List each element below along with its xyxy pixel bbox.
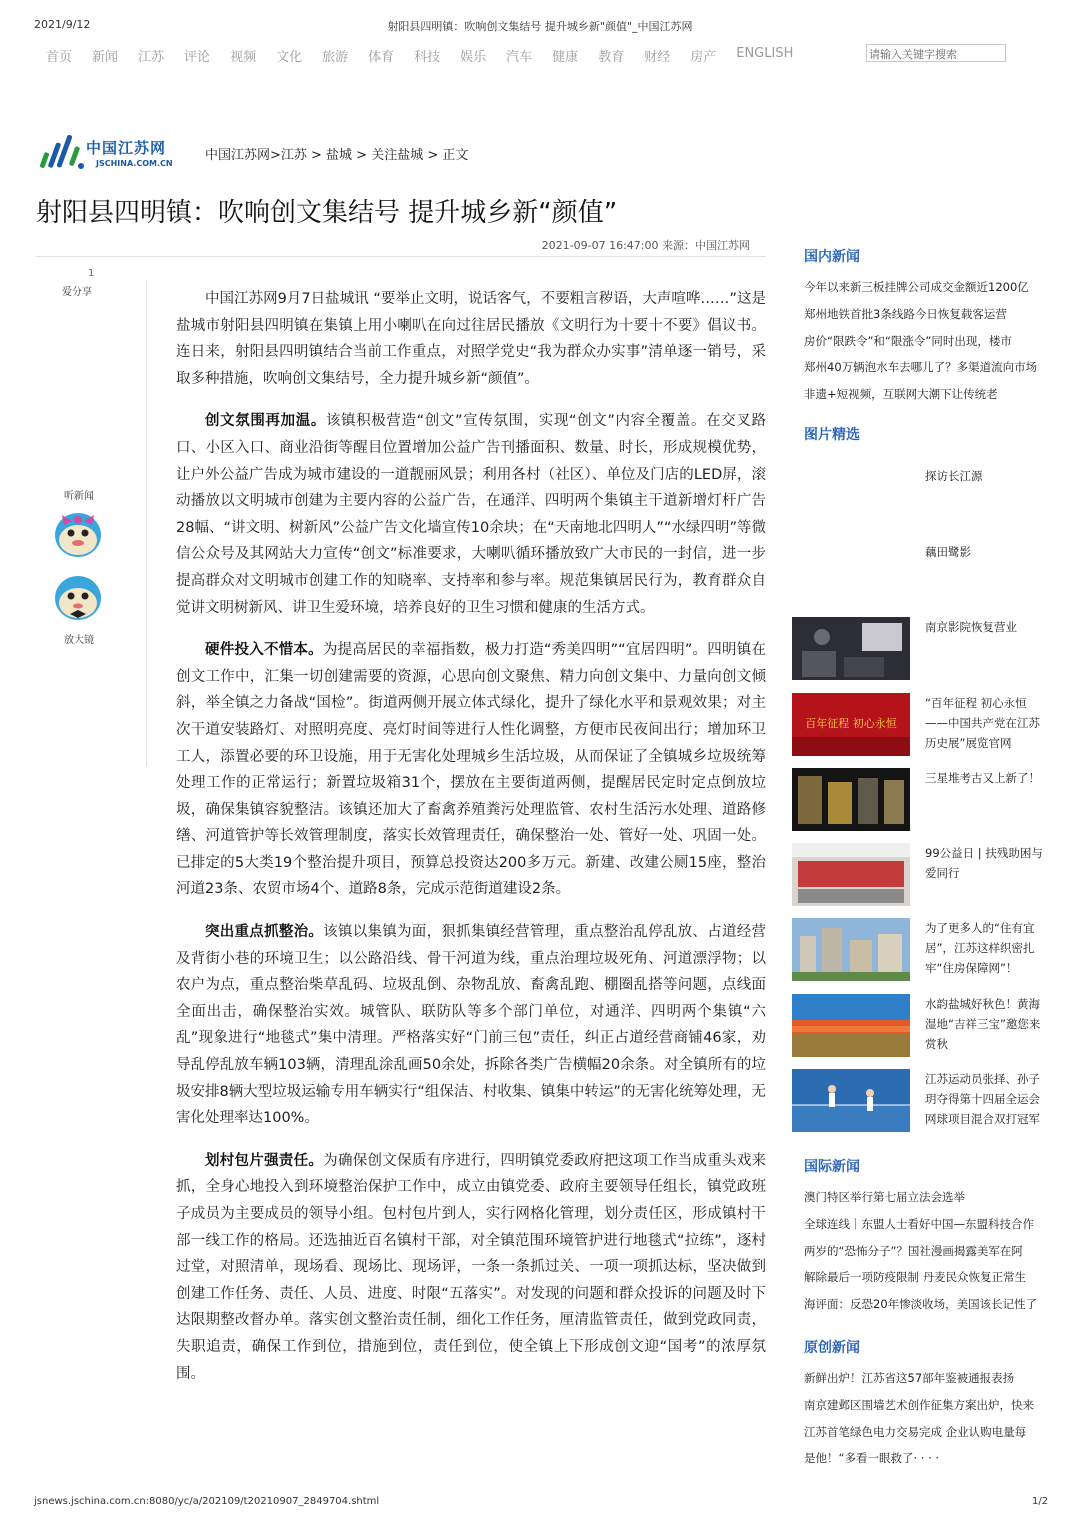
footer-url: jsnews.jschina.com.cn:8080/yc/a/202109/t20210907_2849704.shtml <box>34 1496 380 1507</box>
print-page-title: 射阳县四明镇：吹响创文集结号 提升城乡新"颜值"_中国江苏网 <box>387 20 693 33</box>
news-link[interactable]: 郑州40万辆泡水车去哪儿了？多渠道流向市场 <box>804 360 1038 375</box>
article-paragraph <box>176 919 766 1132</box>
paragraph-lead: 突出重点抓整治。 <box>205 924 324 941</box>
original-news-list <box>804 1365 1052 1472</box>
picture-caption[interactable]: 水韵盐城好秋色！黄海湿地“吉祥三宝”邀您来赏秋 <box>925 997 1041 1051</box>
paragraph-text: 为确保创文保质有序进行，四明镇党委政府把这项工作当成重头戏来抓，全身心地投入到环境整治保护工作中，成立由镇党委、政府主要领导任组长，镇党政班子成员为主要成员的领导小组。包村包片到人，实行网格化管理，划分责任区，形成镇村干部一线工作的格局。还选抽近百名镇村干部，对全镇范围环境管护进行地毯式“拉练”，逐村过堂，对照清单，现场看、现场比、现场评，一条一条抓过关、一项一项抓达标，坚决做到创建工作任务、责任、人员、进度、时限“五落实”。对发现的问题和群众投诉的问题及时下达限期整改督办单。落实创文整治责任制，细化工作任务，厘清监管责任，做到党政同责，失职追责，确保工作到位，措施到位，责任到位，使全镇上下形成创文迎“国考”的浓厚氛围。 <box>176 1152 767 1382</box>
international-news-title[interactable]: 国际新闻 <box>804 1159 860 1175</box>
article-paragraph <box>176 637 766 903</box>
article-meta: 2021-09-07 16:47:00 来源：中国江苏网 <box>541 239 750 252</box>
picture-thumbnail[interactable] <box>792 918 910 981</box>
side-divider <box>146 280 147 766</box>
nav-item[interactable]: 健康 <box>552 50 579 65</box>
picture-thumbnail[interactable] <box>792 843 910 906</box>
article-body <box>176 286 766 1403</box>
international-section <box>792 1156 1052 1318</box>
nav-item[interactable]: 视频 <box>230 50 257 65</box>
news-link[interactable]: 郑州地铁首批3条线路今日恢复载客运营 <box>804 306 1007 321</box>
nav-item[interactable]: 娱乐 <box>460 50 487 65</box>
share-button[interactable]: 爱分享 <box>62 287 92 298</box>
picture-item[interactable] <box>792 843 1052 909</box>
article-paragraph <box>176 1148 766 1387</box>
picture-caption[interactable]: 99公益日 | 扶残助困与爱同行 <box>925 846 1043 880</box>
breadcrumb[interactable]: 中国江苏网>江苏 > 盐城 > 关注盐城 > 正文 <box>205 148 469 163</box>
nav-item[interactable]: 评论 <box>184 50 211 65</box>
paragraph-text: 该镇以集镇为面，狠抓集镇经营管理，重点整治乱停乱放、占道经营及背街小巷的环境卫生；以公路沿线、骨干河道为线，重点治理垃圾死角、河道漂浮物；以农户为点，重点整治柴草乱码、垃圾乱倒、杂物乱放、畜禽乱跑、棚圈乱搭等问题，点线面全面出击，确保整治实效。城管队、联防队等多个部门单位，对通洋、四明两个集镇“六乱”现象进行“地毯式”集中清理。严格落实好“门前三包”责任，纠正占道经营商铺46家，劝导乱停乱放车辆103辆，清理乱涂乱画50余处，拆除各类广告横幅20余条。对全镇所有的垃圾安排8辆大型垃圾运输专用车辆实行“组保洁、村收集、镇集中转运”的无害化统筹处理，无害化处理率达100%。 <box>176 924 767 1127</box>
nav-item[interactable]: ENGLISH <box>736 46 794 61</box>
domestic-news-title[interactable]: 国内新闻 <box>804 249 860 265</box>
news-link[interactable]: 今年以来新三板挂牌公司成交金额近1200亿 <box>804 280 1029 294</box>
listen-mascot-icon[interactable] <box>52 507 104 559</box>
nav-item[interactable]: 首页 <box>46 50 73 65</box>
nav-item[interactable]: 教育 <box>598 50 625 65</box>
picture-item[interactable] <box>792 768 1052 834</box>
paragraph-lead: 硬件投入不惜本。 <box>205 642 323 659</box>
news-link[interactable]: 两岁的“恐怖分子”？国社漫画揭露美军在阿 <box>804 1243 1023 1258</box>
nav-item[interactable]: 新闻 <box>92 50 119 65</box>
listen-news-label: 听新闻 <box>64 491 94 502</box>
picture-caption[interactable]: 江苏运动员张择、孙子玥夺得第十四届全运会网球项目混合双打冠军 <box>925 1072 1040 1126</box>
top-nav <box>46 46 813 65</box>
article-headline: 射阳县四明镇：吹响创文集结号 提升城乡新“颜值” <box>36 198 618 228</box>
logo-domain: JSCHINA.COM.CN <box>96 159 173 168</box>
paragraph-lead: 划村包片强责任。 <box>205 1152 324 1169</box>
picture-item[interactable] <box>792 1069 1052 1135</box>
magnifier-mascot-icon[interactable] <box>52 570 104 622</box>
picture-thumbnail[interactable] <box>792 1069 910 1132</box>
paragraph-lead: 创文氛围再加温。 <box>205 413 326 430</box>
nav-item[interactable]: 旅游 <box>322 50 349 65</box>
news-link[interactable]: 房价“限跌令”和“限涨令”同时出现，楼市 <box>804 333 1012 348</box>
original-section <box>792 1337 1052 1472</box>
news-link[interactable]: 海评面：反恐20年惨淡收场，美国该长记性了 <box>804 1297 1038 1312</box>
logo-name: 中国江苏网 <box>86 139 167 157</box>
picture-item[interactable] <box>792 542 1052 608</box>
news-link[interactable]: 江苏首笔绿色电力交易完成 企业认购电量每 <box>804 1424 1027 1439</box>
paragraph-text: 该镇积极营造“创文”宣传氛围，实现“创文”内容全覆盖。在交叉路口、小区入口、商业沿街等醒目位置增加公益广告刊播面积、数量、时长，形成规模优势，让户外公益广告成为城市建设的一道靓丽风景；利用各村（社区）、单位及门店的LED屏，滚动播放以文明城市创建为主要内容的公益广告，在通洋、四明两个集镇主干道新增灯杆广告28幅、“讲文明、树新风”公益广告文化墙宣传10余块；在“天南地北四明人”“水绿四明”等微信公众号及其网站大力宣传“创文”标准要求，大喇叭循环播放致广大市民的一封信，进一步提高群众对文明城市创建工作的知晓率、支持率和参与率。规范集镇居民行为，教育群众自觉讲文明树新风、讲卫生爱环境，培养良好的卫生习惯和健康的生活方式。 <box>176 413 766 616</box>
picture-caption[interactable]: 探访长江源 <box>925 469 983 483</box>
picture-item[interactable] <box>792 617 1052 683</box>
news-link[interactable]: 全球连线｜东盟人士看好中国—东盟科技合作 <box>804 1216 1034 1231</box>
picture-thumbnail[interactable] <box>792 617 910 680</box>
picture-item[interactable] <box>792 994 1052 1060</box>
news-link[interactable]: 澳门特区举行第七届立法会选举 <box>804 1190 965 1204</box>
picture-item[interactable] <box>792 918 1052 984</box>
nav-item[interactable]: 汽车 <box>506 50 533 65</box>
search-input[interactable]: 请输入关键字搜索 <box>866 44 1006 62</box>
right-sidebar <box>792 246 1052 452</box>
news-link[interactable]: 南京建邺区围墙艺术创作征集方案出炉，快来 <box>804 1397 1034 1412</box>
article-paragraph <box>176 286 766 392</box>
international-news-list <box>804 1184 1052 1318</box>
domestic-news-list <box>804 274 1052 408</box>
news-link[interactable]: 新鲜出炉！江苏省这57部年鉴被通报表扬 <box>804 1371 1015 1385</box>
picture-thumbnail[interactable] <box>792 994 910 1057</box>
nav-item[interactable]: 房产 <box>690 50 717 65</box>
nav-item[interactable]: 江苏 <box>138 50 165 65</box>
picture-caption[interactable]: 三星堆考古又上新了！ <box>925 771 1040 785</box>
logo-mark-icon <box>40 134 84 169</box>
picture-caption[interactable]: 南京影院恢复营业 <box>925 620 1017 634</box>
picture-thumbnail[interactable] <box>792 693 910 756</box>
picture-caption[interactable]: 为了更多人的“住有宜居”，江苏这样织密扎牢“住房保障网”！ <box>925 921 1035 975</box>
news-link[interactable]: 解除最后一项防疫限制 丹麦民众恢复正常生 <box>804 1270 1027 1285</box>
paragraph-text: 为提高居民的幸福指数，极力打造“秀美四明”“宜居四明”。四明镇在创文工作中，汇集一切创建需要的资源，心思向创文聚焦、精力向创文集中、力量向创文倾斜，举全镇之力备战“国检”。街道两侧开展立体式绿化，提升了绿化水平和景观效果；对主次干道安装路灯、对照明亮度、亮灯时间等进行人性化调整，方便市民夜间出行；增加环卫工人，添置必要的环卫设施，用于无害化处理城乡生活垃圾，从而保证了全镇城乡垃圾统筹处理工作的正常运行；新置垃圾箱31个，摆放在主要街道两侧，提醒居民定时定点倒放垃圾，确保集镇容貌整洁。该镇还加大了畜禽养殖粪污处理监管、农村生活污水处理、道路修缮、河道管护等长效管理制度，落实长效管理责任，确保整治一处、管好一处、巩固一处。已排定的5大类19个整治提升项目，预算总投资达200多万元。新建、改建公厕15座，整治河道23条、农贸市场4个、道路8条，完成示范街道建设2条。 <box>176 642 767 898</box>
nav-item[interactable]: 财经 <box>644 50 671 65</box>
original-news-title[interactable]: 原创新闻 <box>804 1340 860 1356</box>
picture-item[interactable] <box>792 466 1052 532</box>
nav-item[interactable]: 文化 <box>276 50 303 65</box>
picture-section-title[interactable]: 图片精选 <box>804 426 860 443</box>
picture-item[interactable] <box>792 693 1052 759</box>
picture-caption[interactable]: 藕田鹭影 <box>925 545 971 559</box>
magnifier-label: 放大镜 <box>64 635 94 646</box>
paragraph-text: 中国江苏网9月7日盐城讯 “要举止文明，说话客气，不要粗言秽语，大声喧哗……”这是盐城市射阳县四明镇在集镇上用小喇叭在向过往居民播放《文明行为十要十不要》倡议书。连日来，射阳县四明镇结合当前工作重点，对照学党史“我为群众办实事”清单逐一销号，采取多种措施，吹响创文集结号，全力提升城乡新“颜值”。 <box>176 291 766 387</box>
footer-page-number: 1/2 <box>1032 1496 1049 1507</box>
picture-thumbnail[interactable] <box>792 768 910 831</box>
article-paragraph <box>176 408 766 621</box>
news-link[interactable]: 非遗+短视频，互联网大潮下让传统老 <box>804 387 998 402</box>
share-count: 1 <box>88 268 95 279</box>
nav-item[interactable]: 科技 <box>414 50 441 65</box>
banner-text: 百年征程 初心永恒 <box>805 717 897 730</box>
nav-item[interactable]: 体育 <box>368 50 395 65</box>
picture-caption[interactable]: “百年征程 初心永恒——中国共产党在江苏历史展”展览官网 <box>925 696 1040 750</box>
news-link[interactable]: 是他！“多看一眼救了· · · · <box>804 1451 940 1466</box>
print-date: 2021/9/12 <box>34 18 91 31</box>
meta-divider <box>36 256 766 257</box>
